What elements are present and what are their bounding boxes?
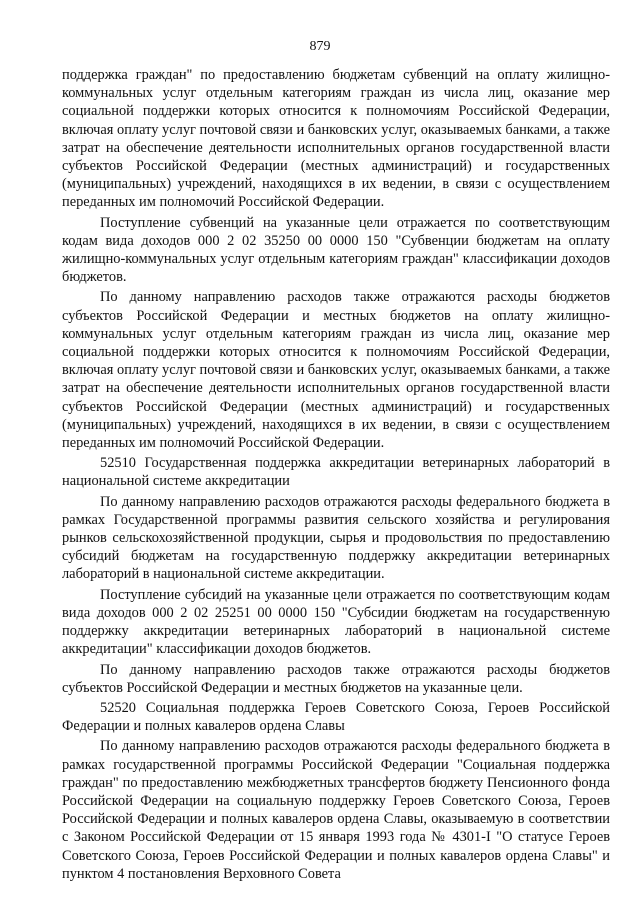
paragraph-continuation: поддержка граждан" по предоставлению бюджетам субвенций на оплату жилищно-коммунальных услуг отдельным категориям граждан из числа лиц, оказание мер социальной поддержки которых относится к полномочиям Российской Федерации, включая оплату услуг почтовой связи и банковских услуг, оказываемых банками, а также затрат на обеспечение деятельности исполнительных органов государственной власти субъектов Российской Федерации (местных администраций) и государственных (муниципальных) учреждений, находящихся в их ведении, в связи с осуществлением переданных им полномочий Российской Федерации.	[62, 67, 610, 211]
document-body	[62, 66, 610, 885]
section-heading-52520: 52520 Социальная поддержка Героев Советского Союза, Героев Российской Федерации и полных кавалеров ордена Славы	[62, 699, 610, 735]
paragraph-regional-expenses: По данному направлению расходов также отражаются расходы бюджетов субъектов Российской Федерации и местных бюджетов на оплату жилищно-коммунальных услуг отдельным категориям граждан из числа лиц, оказание мер социальной поддержки которых относится к полномочиям Российской Федерации, включая оплату услуг почтовой связи и банковских услуг, оказываемых банками, а также затрат на обеспечение деятельности исполнительных органов государственной власти субъектов Российской Федерации (местных администраций) и государственных (муниципальных) учреждений, находящихся в их ведении, в связи с осуществлением переданных им полномочий Российской Федерации.	[62, 289, 610, 452]
paragraph-subvention-receipt: Поступление субвенций на указанные цели отражается по соответствующим кодам вида доходов 000 2 02 35250 00 0000 150 "Субвенции бюджетам на оплату жилищно-коммунальных услуг отдельным категориям граждан" классификации доходов бюджетов.	[62, 214, 610, 286]
page-number: 879	[309, 39, 331, 54]
section-heading-52510: 52510 Государственная поддержка аккредитации ветеринарных лабораторий в национальной системе аккредитации	[62, 455, 610, 490]
paragraph-regional-vet-expenses: По данному направлению расходов также отражаются расходы бюджетов субъектов Российской Федерации и местных бюджетов на указанные цели.	[62, 661, 610, 696]
paragraph-heroes-support: По данному направлению расходов отражаются расходы федерального бюджета в рамках государственной программы Российской Федерации "Социальная поддержка граждан" по предоставлению межбюджетных трансфертов бюджету Пенсионного фонда Российской Федерации на социальную поддержку Героев Советского Союза, Героев Российской Федерации и полных кавалеров ордена Славы, оказываемую в соответствии с Законом Российской Федерации от 15 января 1993 года № 4301-I "О статусе Героев Советского Союза, Героев Российской Федерации и полных кавалеров ордена Славы" и пунктом 4 постановления Верховного Совета	[62, 738, 610, 882]
paragraph-vet-lab-expenses: По данному направлению расходов отражаются расходы федерального бюджета в рамках Государственной программы развития сельского хозяйства и регулирования рынков сельскохозяйственной продукции, сырья и продовольствия по предоставлению субсидий бюджетам на государственную поддержку аккредитации ветеринарных лабораторий в национальной системе аккредитации.	[62, 493, 610, 583]
paragraph-subsidy-receipt: Поступление субсидий на указанные цели отражается по соответствующим кодам вида доходов 000 2 02 25251 00 0000 150 "Субсидии бюджетам на государственную поддержку аккредитации ветеринарных лабораторий в национальной системе аккредитации" классификации доходов бюджетов.	[62, 586, 610, 658]
